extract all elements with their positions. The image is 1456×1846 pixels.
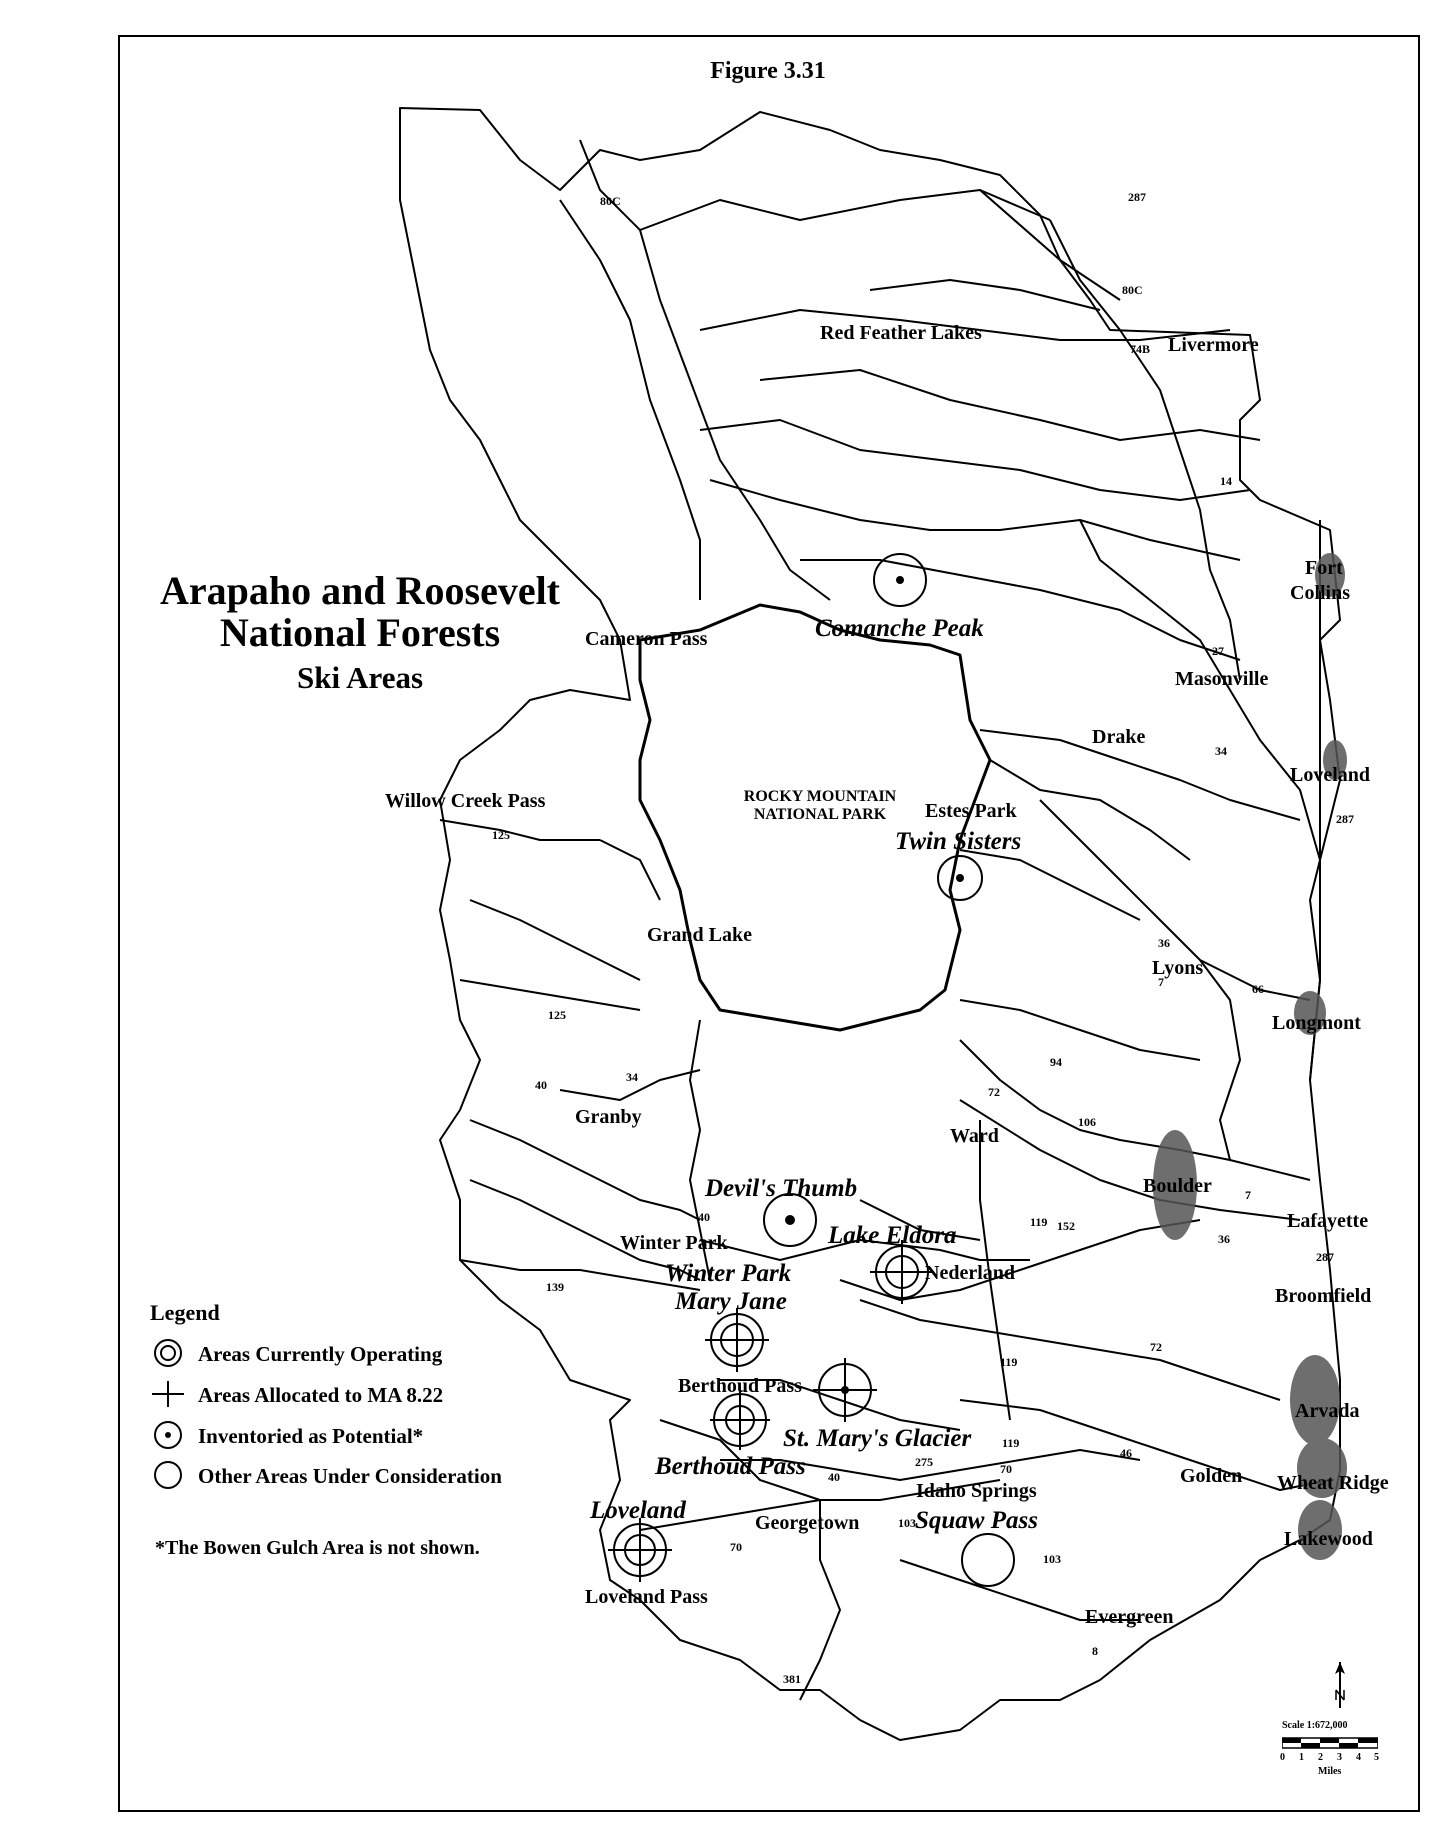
winter-park-marker: [705, 1308, 769, 1372]
route-label: 152: [1057, 1219, 1075, 1233]
route-label: 14: [1220, 474, 1232, 488]
route-label: 106: [1078, 1115, 1096, 1129]
place-loveland: Loveland: [1290, 764, 1371, 786]
legend-title: Legend: [150, 1300, 220, 1325]
comanche-peak-marker: [874, 554, 926, 606]
ski-label-mary-jane: Mary Jane: [675, 1288, 787, 1315]
map-title-line1: Arapaho and Roosevelt: [159, 568, 561, 613]
route-label: 125: [492, 828, 510, 842]
route-label: 275: [915, 1455, 933, 1469]
place-winter-park: Winter Park: [620, 1232, 728, 1254]
route-label: 72: [988, 1085, 1000, 1099]
place-red-feather-lakes: Red Feather Lakes: [820, 322, 982, 344]
other-symbol-icon: [150, 1460, 186, 1490]
route-label: 70: [730, 1540, 742, 1554]
route-label: 70: [1000, 1462, 1012, 1476]
route-label: 103: [1043, 1552, 1061, 1566]
legend-label: Areas Allocated to MA 8.22: [198, 1383, 444, 1407]
ski-label-winter-park: Winter Park: [665, 1260, 792, 1287]
route-label: 27: [1212, 644, 1224, 658]
place-livermore: Livermore: [1168, 334, 1259, 356]
route-label: 40: [698, 1210, 710, 1224]
route-label: 7: [1245, 1188, 1251, 1202]
scale-bar: [1280, 1720, 1400, 1800]
legend-label: Other Areas Under Consideration: [198, 1464, 502, 1488]
route-label: 119: [1000, 1355, 1018, 1369]
place-nederland: Nederland: [925, 1262, 1015, 1284]
ski-label-comanche-peak: Comanche Peak: [815, 615, 984, 642]
place-loveland-pass: Loveland Pass: [585, 1586, 708, 1608]
loveland-ski-marker: [608, 1518, 672, 1582]
legend-label: Areas Currently Operating: [198, 1342, 443, 1366]
route-label: 72: [1150, 1340, 1162, 1354]
route-label: 381: [783, 1672, 801, 1686]
place-lakewood: Lakewood: [1284, 1528, 1373, 1550]
route-label: 80C: [600, 194, 621, 208]
scale-label: Scale 1:672,000: [1282, 1720, 1348, 1731]
berthoud-pass-marker: [710, 1390, 770, 1450]
scale-units: Miles: [1318, 1766, 1342, 1777]
route-label: 94: [1050, 1055, 1062, 1069]
scale-tick: 1: [1299, 1752, 1304, 1763]
scale-tick: 4: [1356, 1752, 1361, 1763]
place-fort: Fort: [1305, 557, 1343, 579]
place-ward: Ward: [950, 1125, 999, 1147]
route-label: 287: [1336, 812, 1354, 826]
route-label: 40: [535, 1078, 547, 1092]
legend-item-other: [150, 1460, 570, 1490]
legend-item-allocated: [150, 1379, 570, 1409]
inventoried-symbol-icon: [150, 1420, 186, 1450]
route-label: 7: [1158, 975, 1164, 989]
park-label-line2: NATIONAL PARK: [753, 806, 887, 823]
place-masonville: Masonville: [1175, 668, 1269, 690]
scale-bar-graphic: [1282, 1736, 1378, 1750]
route-label: 103: [898, 1516, 916, 1530]
legend-item-operating: [150, 1338, 570, 1368]
place-grand-lake: Grand Lake: [647, 924, 753, 946]
ski-label-devils-thumb: Devil's Thumb: [705, 1175, 858, 1202]
ski-label-berthoud-pass: Berthoud Pass: [655, 1453, 806, 1480]
route-label: 125: [548, 1008, 566, 1022]
place-boulder: Boulder: [1143, 1175, 1212, 1197]
ski-label-st-marys-glacier: St. Mary's Glacier: [783, 1425, 972, 1452]
map-subtitle: Ski Areas: [296, 660, 424, 695]
place-evergreen: Evergreen: [1085, 1606, 1174, 1628]
route-label: 40: [828, 1470, 840, 1484]
route-label: 46: [1120, 1446, 1132, 1460]
scale-tick: 2: [1318, 1752, 1323, 1763]
route-label: 287: [1316, 1250, 1334, 1264]
place-collins: Collins: [1290, 582, 1351, 604]
route-label: 36: [1158, 936, 1170, 950]
legend-item-inventoried: [150, 1420, 570, 1450]
place-estes-park: Estes Park: [925, 800, 1017, 822]
operating-symbol-icon: [150, 1338, 186, 1368]
place-granby: Granby: [575, 1106, 642, 1128]
route-label: 80C: [1122, 283, 1143, 297]
route-label: 139: [546, 1280, 564, 1294]
route-label: 34: [626, 1070, 638, 1084]
route-label: 34: [1215, 744, 1227, 758]
legend-label: Inventoried as Potential*: [198, 1424, 424, 1448]
place-lafayette: Lafayette: [1287, 1210, 1369, 1232]
ski-label-twin-sisters: Twin Sisters: [895, 828, 1022, 855]
scale-tick: 3: [1337, 1752, 1342, 1763]
route-label: 66: [1252, 982, 1264, 996]
route-label: 8: [1092, 1644, 1098, 1658]
place-golden: Golden: [1180, 1465, 1243, 1487]
footnote: *The Bowen Gulch Area is not shown.: [155, 1537, 480, 1559]
place-wheat-ridge: Wheat Ridge: [1277, 1472, 1389, 1494]
route-label: 36: [1218, 1232, 1230, 1246]
route-label: 119: [1002, 1436, 1020, 1450]
route-label: 74B: [1130, 342, 1151, 356]
north-arrow-icon: [1330, 1660, 1350, 1710]
scale-tick: 0: [1280, 1752, 1285, 1763]
squaw-pass-marker: [962, 1534, 1014, 1586]
park-label-line1: ROCKY MOUNTAIN: [743, 788, 897, 805]
place-broomfield: Broomfield: [1275, 1285, 1372, 1307]
place-drake: Drake: [1092, 726, 1146, 748]
place-willow-creek-pass: Willow Creek Pass: [385, 790, 546, 812]
twin-sisters-marker: [938, 856, 982, 900]
ski-label-loveland: Loveland: [590, 1497, 686, 1524]
route-label: 287: [1128, 190, 1146, 204]
place-longmont: Longmont: [1272, 1012, 1361, 1034]
route-label: 119: [1030, 1215, 1048, 1229]
st-marys-glacier-marker: [813, 1358, 877, 1422]
ski-label-lake-eldora: Lake Eldora: [828, 1222, 957, 1249]
place-berthoud-pass: Berthoud Pass: [678, 1375, 802, 1397]
place-arvada: Arvada: [1295, 1400, 1360, 1422]
map-title-line2: National Forests: [219, 610, 501, 655]
ski-label-squaw-pass: Squaw Pass: [915, 1507, 1038, 1534]
scale-tick: 5: [1374, 1752, 1379, 1763]
place-cameron-pass: Cameron Pass: [585, 628, 708, 650]
place-idaho-springs: Idaho Springs: [916, 1480, 1037, 1502]
place-lyons: Lyons: [1152, 957, 1204, 979]
figure-label: Figure 3.31: [710, 58, 826, 84]
place-georgetown: Georgetown: [755, 1512, 860, 1534]
allocated-symbol-icon: [150, 1379, 186, 1409]
